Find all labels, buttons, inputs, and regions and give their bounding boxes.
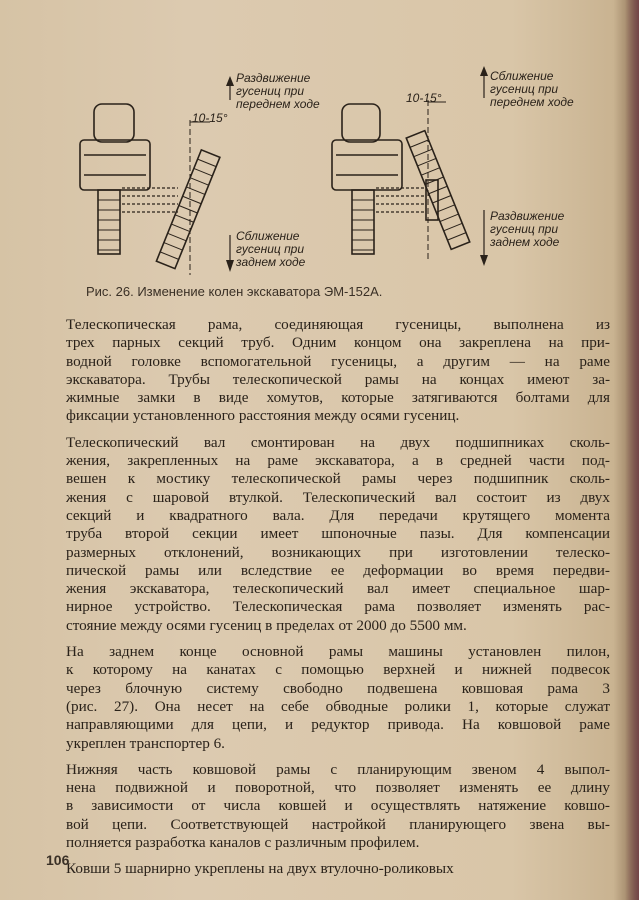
text-line: секций и квадратного вала. Для передачи крутящего момента [66,506,610,524]
text-line: полняется разработка каналов с различным профилем. [66,834,420,852]
text-line: к которому на канатах с помощью верхней и нижней подвесок [66,661,610,679]
paragraph [44,316,610,426]
text-line: через блочную систему свободно подвешена ковшовая рама 3 [66,679,610,697]
text-line: фиксации установленного расстояния между осями гусениц. [66,407,460,425]
figure-26 [70,60,590,285]
text-line: вешен к мостику телескопической рамы через подшипник сколь- [66,470,610,488]
text-line: (рис. 27). Она несет на себе обводные ролики 1, которые служат [66,697,610,715]
text-line: стояние между осями гусениц в пределах от 2000 до 5500 мм. [66,616,467,634]
text-line: жения, закрепленных на раме экскаватора, а в средней части под- [66,452,610,470]
right-angle-label: 10-15° [406,91,442,105]
text-line: жимные замки в виде хомутов, которые затягиваются болтами для [66,389,610,407]
left-assembly [80,76,234,275]
left-gear-housing [80,140,150,190]
up-arrow-icon [480,66,488,76]
text-line: Ковши 5 шарнирно укреплены на двух втулочно-роликовых [66,860,454,878]
text-line: труба второй секции имеет шпоночные пазы. Для компенсации [66,525,610,543]
down-arrow-icon [226,260,234,272]
left-tilted-track [156,150,219,269]
text-line: жения с шаровой втулкой. Телескопический вал состоит из двух [66,488,610,506]
figure-caption: Рис. 26. Изменение колен экскаватора ЭМ-152А. [86,284,383,299]
left-hub-top [94,104,134,142]
text-line: водной головке вспомогательной гусеницы, а другим — на раме [66,352,610,370]
text-line: экскаватора. Трубы телескопической рамы на концах имеют за- [66,370,610,388]
text-line: укреплен транспортер 6. [66,734,225,752]
page-edge [625,0,639,900]
paragraph [44,643,610,753]
text-line: направляющими для цепи, и редуктор привода. На ковшовой раме [66,716,610,734]
text-line: размерных отклонений, возникающих при изготовлении телеско- [66,543,610,561]
right-top-annotation: Сближение гусениц при переднем ходе [490,69,574,109]
text-line: нирное устройство. Телескопическая рама позволяет изменять рас- [66,598,610,616]
text-line: На заднем конце основной рамы машины установлен пилон, [66,643,610,661]
left-angle-label: 10-15° [192,111,228,125]
up-arrow-icon [226,76,234,86]
text-line: в зависимости от числа ковшей и осуществлять натяжение ковшо- [66,797,610,815]
paragraph [44,761,610,852]
down-arrow-icon [480,255,488,266]
left-bottom-annotation: Сближение гусениц при заднем ходе [236,229,306,269]
right-bottom-annotation: Раздвижение гусениц при заднем ходе [490,209,565,249]
left-top-annotation: Раздвижение гусениц при переднем ходе [236,71,320,111]
text-line: Телескопический вал смонтирован на двух подшипниках сколь- [66,433,610,451]
text-line: трех парных секций труб. Одним концом она закреплена на при- [66,334,610,352]
text-line: нена подвижной и поворотной, что позволяет изменять ее длину [66,779,610,797]
text-line: жения экскаватора, телескопический вал имеет специальное шар- [66,580,610,598]
text-line: Телескопическая рама, соединяющая гусеницы, выполнена из [66,316,610,333]
page-number: 106 [46,852,70,868]
text-line: пической рамы или вследствие ее деформации во время передви- [66,561,610,579]
paragraph [44,434,610,635]
text-line: вой цепи. Соответствующей настройкой планирующего звена вы- [66,815,610,833]
paragraph [44,860,610,878]
text-line: Нижняя часть ковшовой рамы с планирующим звеном 4 выпол- [66,760,610,778]
right-tilted-track [406,131,469,250]
body-text [44,316,610,887]
